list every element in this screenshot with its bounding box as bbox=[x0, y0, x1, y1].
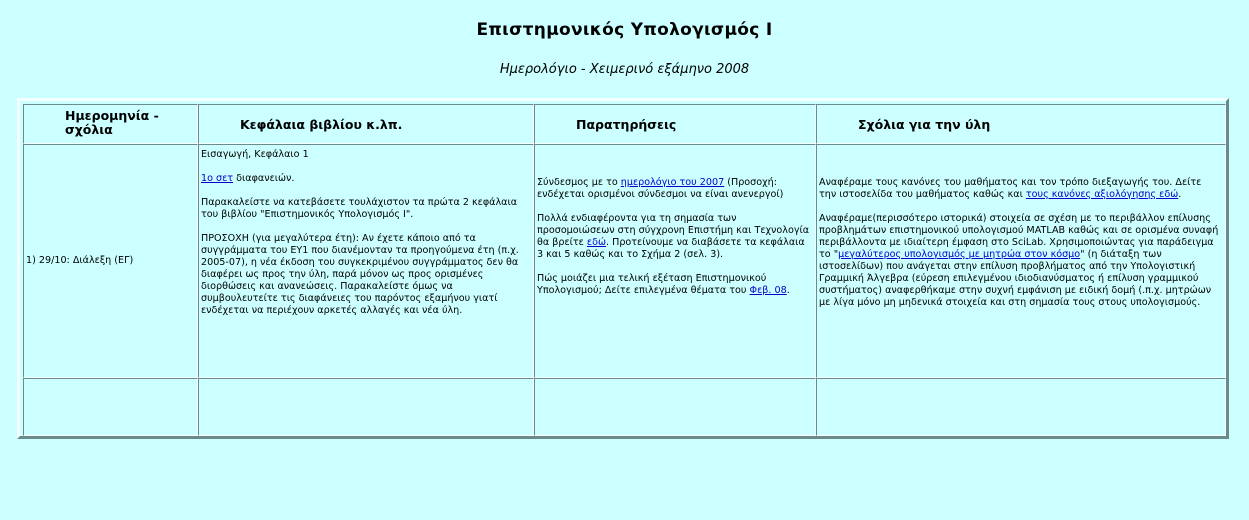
table-row-1-comments: Αναφέραμε τους κανόνες του μαθήματος και τον τρόπο διεξαγωγής του. Δείτε την ιστοσελίδα του μαθήματος καθώς και τους κανόνες αξιολόγησης εδώ. Αναφέραμε(περισσότερο ιστορικά) στοιχεία σε σχέση με το περιβάλλον επίλυσης προβλημάτων επιστημονικού υπολογισμού MATLAB καθώς και σε ορισμένα συναφή περιβάλλοντα με ιδιαίτερη έμφαση στο SciLab. Χρησιμοποιώντας για παράδειγμα το "μεγαλύτερος υπολογισμός με μητρώα στον κόσμο" (η διάταξη των ιστοσελίδων) που ανάγεται στην επίλυση προβλήματος από την Υπολογιστική Γραμμική Άλγεβρα (εύρεση επιλεγμένου ιδιοδιανύσματος ή επίλυση γραμμικού συστήματος) αναφερθήκαμε στην συχνή εμφάνιση με ειδική δομή (.π.χ. μητρώων με λίγα μόνο μη μηδενικά στοιχεία και στη σημασία τους στους υπολογισμούς. bbox=[816, 144, 1226, 378]
column-header-notes: Παρατηρήσεις bbox=[534, 104, 816, 144]
page-title: Επιστημονικός Υπολογισμός Ι bbox=[476, 20, 773, 40]
exam-feb08-link[interactable]: Φεβ. 08 bbox=[749, 285, 787, 296]
table-row-1-date bbox=[23, 144, 198, 378]
schedule-table bbox=[17, 98, 1229, 439]
largest-matrix-computation-link[interactable]: μεγαλύτερος υπολογισμός με μητρώα στον κόσμο bbox=[838, 249, 1081, 260]
column-header-date: Ημερομηνία - σχόλια bbox=[23, 104, 198, 144]
column-header-comments: Σχόλια για την ύλη bbox=[816, 104, 1226, 144]
simulations-link[interactable]: εδώ bbox=[586, 237, 606, 248]
table-row-1-notes: Σύνδεσμος με το ημερολόγιο του 2007 (Προσοχή: ενδέχεται ορισμένοι σύνδεσμοι να είναι ανενεργοί) Πολλά ενδιαφέροντα για τη σημασία των προσομοιώσεων στη σύγχρονη Επιστήμη και Τεχνολογία θα βρείτε εδώ. Προτείνουμε να διαβάσετε τα κεφάλαια 3 και 5 καθώς και το Σχήμα 2 (σελ. 3). Πώς μοιάζει μια τελική εξέταση Επιστημονικού Υπολογισμού; Δείτε επιλεγμένα θέματα του Φεβ. 08. bbox=[534, 144, 816, 378]
grading-rules-link[interactable]: τους κανόνες αξιολόγησης εδώ bbox=[1025, 189, 1179, 200]
warning-note: ΠΡΟΣΟΧΗ (για μεγαλύτερα έτη): Αν έχετε κάποιο από τα συγγράμματα του ΕΥ1 που διανέμονταν τα προηγούμενα έτη (π.χ. 2005-07), η νέα έκδοση του συγκεκριμένου συγγράμματος δεν θα διαφέρει ως προς την ύλη, παρά μόνον ως προς ορισμένες διορθώσεις και ανανεώσεις. Παρακαλείστε όμως να συμβουλευτείτε τις διαφάνειες του παρόντος εξαμήνου γιατί ενδέχεται να περιέχουν αρκετές αλλαγές και νέα ύλη. bbox=[201, 233, 519, 316]
calendar-2007-link[interactable]: ημερολόγιο του 2007 bbox=[620, 177, 725, 188]
lecture-date: 1) 29/10: Διάλεξη (ΕΓ) bbox=[26, 255, 134, 266]
table-row-2-chapters bbox=[198, 378, 534, 436]
table-row-2-notes bbox=[534, 378, 816, 436]
page-subtitle: Ημερολόγιο - Χειμερινό εξάμηνο 2008 bbox=[499, 62, 750, 77]
slides-link[interactable]: 1ο σετ bbox=[201, 173, 234, 184]
table-row-2-date bbox=[23, 378, 198, 436]
table-row-2-comments bbox=[816, 378, 1226, 436]
chapter-intro: Εισαγωγή, Κεφάλαιο 1 bbox=[201, 149, 309, 160]
column-header-chapters: Κεφάλαια βιβλίου κ.λπ. bbox=[198, 104, 534, 144]
table-row-1-chapters: Εισαγωγή, Κεφάλαιο 1 1ο σετ διαφανειών. Παρακαλείστε να κατεβάσετε τουλάχιστον τα πρώτα 2 κεφάλαια του βιβλίου "Επιστημονικός Υπολογισμός Ι". ΠΡΟΣΟΧΗ (για μεγαλύτερα έτη): Αν έχετε κάποιο από τα συγγράμματα του ΕΥ1 που διανέμονταν τα προηγούμενα έτη (π.χ. 2005-07), η νέα έκδοση του συγκεκριμένου συγγράμματος δεν θα διαφέρει ως προς την ύλη, παρά μόνον ως προς ορισμένες διορθώσεις και ανανεώσεις. Παρακαλείστε όμως να συμβουλευτείτε τις διαφάνειες του παρόντος εξαμήνου γιατί ενδέχεται να περιέχουν αρκετές αλλαγές και νέα ύλη. bbox=[198, 144, 534, 378]
download-note: Παρακαλείστε να κατεβάσετε τουλάχιστον τα πρώτα 2 κεφάλαια του βιβλίου "Επιστημονικός Υπολογισμός Ι". bbox=[201, 197, 518, 220]
